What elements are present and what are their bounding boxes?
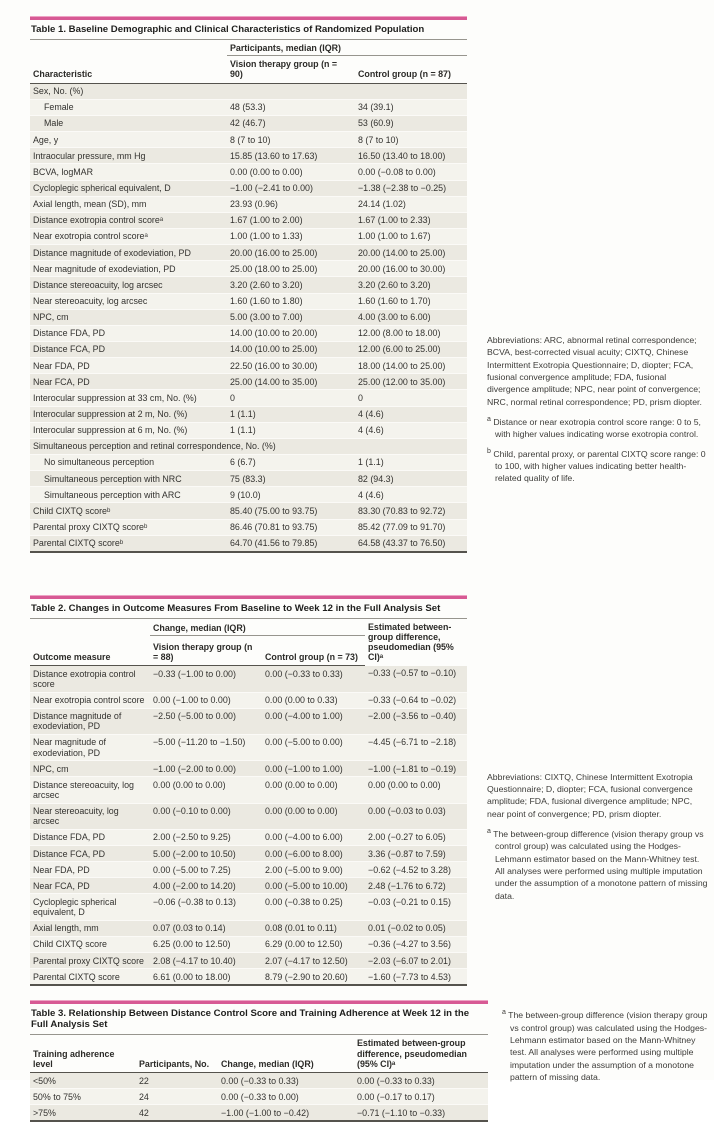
row-label: Near exotropia control score [30,692,150,708]
table1-column [30,16,467,553]
cell-value: 2.08 (−4.17 to 10.40) [150,953,262,969]
row-label: 50% to 75% [30,1089,136,1105]
row-label: Near magnitude of exodeviation, PD [30,261,227,277]
cell-value: 24.14 (1.02) [355,196,467,212]
cell-value: 1.60 (1.60 to 1.70) [355,293,467,309]
table-row [30,277,467,293]
row-label: Near FCA, PD [30,374,227,390]
cell-value: 0.00 (−0.17 to 0.17) [354,1089,488,1105]
table2-notes [487,771,709,908]
cell-value: 14.00 (10.00 to 20.00) [227,325,355,341]
table-row [30,228,467,244]
row-label: NPC, cm [30,309,227,325]
cell-value: 1 (1.1) [355,454,467,470]
row-label: Distance exotropia control scoreᵃ [30,212,227,228]
cell-value: 0.00 (−0.33 to 0.33) [262,666,365,692]
cell-value: 0.00 (−0.03 to 0.03) [365,803,467,829]
col-header-vision-therapy: Vision therapy group (n = 88) [150,636,262,666]
row-label: Near magnitude of exodeviation, PD [30,734,150,760]
cell-value: 20.00 (14.00 to 25.00) [355,245,467,261]
cell-value: −2.50 (−5.00 to 0.00) [150,708,262,734]
footnote-text: Distance or near exotropia control score range: 0 to 5, with higher values indicating worse exotropia control. [493,416,701,440]
cell-value: 0.00 (−1.00 to 0.00) [150,692,262,708]
row-label: Parental proxy CIXTQ score [30,953,150,969]
table3-title: Table 3. Relationship Between Distance Control Score and Training Adherence at Week 12 in the Full Analysis Set [30,1004,488,1035]
table-row [30,180,467,196]
cell-value: 0.08 (0.01 to 0.11) [262,920,365,936]
table-row [30,148,467,164]
cell-value: 6 (6.7) [227,454,355,470]
row-label: No simultaneous perception [30,454,227,470]
footnote-marker: a [487,828,491,836]
table-row [30,309,467,325]
table3 [30,1035,488,1122]
cell-value: 0.00 (0.00 to 0.00) [262,777,365,803]
cell-value: 6.25 (0.00 to 12.50) [150,936,262,952]
table-row [30,936,467,952]
cell-value: 1 (1.1) [227,406,355,422]
row-label: NPC, cm [30,761,150,777]
group-header: Change, median (IQR) [150,619,365,636]
row-label: Simultaneous perception with NRC [30,471,227,487]
col-header-control: Control group (n = 73) [262,636,365,666]
characteristic-header: Characteristic [30,56,227,83]
footnote [487,827,709,902]
table3-block [30,1000,714,1122]
row-label: Age, y [30,132,227,148]
table1-title: Table 1. Baseline Demographic and Clinical Characteristics of Randomized Population [30,20,467,40]
cell-value: 8 (7 to 10) [227,132,355,148]
cell-value: 4.00 (3.00 to 6.00) [355,309,467,325]
table-row [30,666,467,692]
table1-body [30,83,467,552]
table-row [30,341,467,357]
row-label: <50% [30,1073,136,1089]
row-label: Simultaneous perception and retinal correspondence, No. (%) [30,438,467,454]
row-label: Near FCA, PD [30,878,150,894]
cell-value: 1.00 (1.00 to 1.67) [355,228,467,244]
row-label: Distance exotropia control score [30,666,150,692]
cell-value: 0.07 (0.03 to 0.14) [150,920,262,936]
cell-value: 4.00 (−2.00 to 14.20) [150,878,262,894]
table3-column [30,1000,488,1122]
row-label: Intraocular pressure, mm Hg [30,148,227,164]
cell-value: −0.33 (−1.00 to 0.00) [150,666,262,692]
table-row [30,358,467,374]
row-label: Axial length, mm [30,920,150,936]
table2 [30,619,467,987]
table-row [30,164,467,180]
cell-value: 14.00 (10.00 to 25.00) [227,341,355,357]
cell-value: −2.03 (−6.07 to 2.01) [365,953,467,969]
cell-value: −1.38 (−2.38 to −0.25) [355,180,467,196]
footnote [487,447,709,485]
table1-block [30,16,714,553]
cell-value: −5.00 (−11.20 to −1.50) [150,734,262,760]
table-row [30,894,467,920]
cell-value: 24 [136,1089,218,1105]
footnote [502,1008,710,1083]
cell-value: −0.06 (−0.38 to 0.13) [150,894,262,920]
outcome-measure-header: Outcome measure [30,636,150,666]
table-row [30,245,467,261]
cell-value: −0.62 (−4.52 to 3.28) [365,862,467,878]
cell-value: 23.93 (0.96) [227,196,355,212]
table-row [30,846,467,862]
row-label: Cycloplegic spherical equivalent, D [30,894,150,920]
footnote-marker: b [487,447,491,455]
cell-value: 20.00 (16.00 to 30.00) [355,261,467,277]
cell-value: 3.20 (2.60 to 3.20) [227,277,355,293]
table-row [30,212,467,228]
cell-value: 53 (60.9) [355,115,467,131]
cell-value: 5.00 (3.00 to 7.00) [227,309,355,325]
cell-value: 42 (46.7) [227,115,355,131]
cell-value: 0 [227,390,355,406]
cell-value: 20.00 (16.00 to 25.00) [227,245,355,261]
table-row [30,1105,488,1122]
cell-value: 0.00 (−4.00 to 6.00) [262,829,365,845]
row-label: Simultaneous perception with ARC [30,487,227,503]
cell-value: 0.00 (−6.00 to 8.00) [262,846,365,862]
cell-value: 0.00 (−5.00 to 0.00) [262,734,365,760]
row-label: Distance magnitude of exodeviation, PD [30,245,227,261]
cell-value: 18.00 (14.00 to 25.00) [355,358,467,374]
cell-value: 22 [136,1073,218,1089]
footnote-marker: a [502,1009,506,1017]
cell-value: −0.03 (−0.21 to 0.15) [365,894,467,920]
table-row [30,261,467,277]
cell-value: 12.00 (6.00 to 25.00) [355,341,467,357]
table2-column [30,595,467,987]
cell-value: −1.00 (−2.41 to 0.00) [227,180,355,196]
row-label: Near FDA, PD [30,862,150,878]
table-row [30,83,467,99]
cell-value: 4 (4.6) [355,422,467,438]
cell-value: 0.00 (0.00 to 0.33) [262,692,365,708]
cell-value: 25.00 (14.00 to 35.00) [227,374,355,390]
training-adherence-header: Training adherence level [30,1035,136,1072]
cell-value: −1.60 (−7.73 to 4.53) [365,969,467,986]
table-row [30,196,467,212]
cell-value: 83.30 (70.83 to 92.72) [355,503,467,519]
table-row [30,1089,488,1105]
table-row [30,535,467,552]
row-label: Near stereoacuity, log arcsec [30,803,150,829]
cell-value: 0.00 (−0.33 to 0.33) [354,1073,488,1089]
table3-notes [502,1008,710,1089]
header-spacer [30,619,150,636]
table2-block [30,595,714,987]
table-row [30,862,467,878]
participants-header: Participants, No. [136,1035,218,1072]
cell-value: 0.00 (0.00 to 0.00) [365,777,467,803]
row-label: Axial length, mean (SD), mm [30,196,227,212]
row-label: Distance magnitude of exodeviation, PD [30,708,150,734]
footnote-marker: a [487,416,491,424]
table3-body [30,1073,488,1122]
cell-value: 34 (39.1) [355,99,467,115]
cell-value: 0.00 (−0.08 to 0.00) [355,164,467,180]
cell-value: 4 (4.6) [355,406,467,422]
table2-title: Table 2. Changes in Outcome Measures From Baseline to Week 12 in the Full Analysis Set [30,599,467,619]
table-row [30,761,467,777]
row-label: Child CIXTQ score [30,936,150,952]
table-row [30,438,467,454]
table-row [30,422,467,438]
table-row [30,878,467,894]
cell-value: 0.00 (−0.38 to 0.25) [262,894,365,920]
table-row [30,115,467,131]
cell-value: 5.00 (−2.00 to 10.50) [150,846,262,862]
cell-value: 0.00 (−4.00 to 1.00) [262,708,365,734]
row-label: Near exotropia control scoreᵃ [30,228,227,244]
table-row [30,969,467,986]
cell-value: 12.00 (8.00 to 18.00) [355,325,467,341]
table3-header [30,1035,488,1072]
row-label: Child CIXTQ scoreᵇ [30,503,227,519]
cell-value: 1 (1.1) [227,422,355,438]
row-label: Distance FDA, PD [30,829,150,845]
table-row [30,132,467,148]
cell-value: −0.71 (−1.10 to −0.33) [354,1105,488,1122]
cell-value: 2.07 (−4.17 to 12.50) [262,953,365,969]
table-row [30,953,467,969]
row-label: Parental CIXTQ scoreᵇ [30,535,227,552]
col-header-estimated-difference: Estimated between-group difference, pseudomedian (95% CI)ᵃ [368,621,454,663]
cell-value: 4 (4.6) [355,487,467,503]
table-row [30,471,467,487]
table-row [30,390,467,406]
cell-value: 25.00 (18.00 to 25.00) [227,261,355,277]
table-row [30,519,467,535]
table-row [30,99,467,115]
row-label: Female [30,99,227,115]
table-row [30,829,467,845]
cell-value: −0.33 (−0.64 to −0.02) [365,692,467,708]
cell-value: 0 [355,390,467,406]
row-label: Distance FCA, PD [30,846,150,862]
table-row [30,406,467,422]
cell-value: 1.00 (1.00 to 1.33) [227,228,355,244]
row-label: Interocular suppression at 33 cm, No. (%) [30,390,227,406]
cell-value: 0.00 (0.00 to 0.00) [227,164,355,180]
cell-value: 64.58 (43.37 to 76.50) [355,535,467,552]
row-label: Distance stereoacuity, log arcsec [30,277,227,293]
row-label: Sex, No. (%) [30,83,467,99]
cell-value: 2.48 (−1.76 to 6.72) [365,878,467,894]
table-row [30,487,467,503]
cell-value: 0.00 (−5.00 to 7.25) [150,862,262,878]
table-row [30,708,467,734]
row-label: Male [30,115,227,131]
table-row [30,920,467,936]
table-row [30,293,467,309]
cell-value: 85.40 (75.00 to 93.75) [227,503,355,519]
cell-value: 0.00 (0.00 to 0.00) [150,777,262,803]
table-row [30,374,467,390]
cell-value: 75 (83.3) [227,471,355,487]
table-row [30,734,467,760]
row-label: Distance FDA, PD [30,325,227,341]
col-header-control: Control group (n = 87) [355,56,467,83]
row-label: >75% [30,1105,136,1122]
cell-value: 15.85 (13.60 to 17.63) [227,148,355,164]
cell-value: 3.20 (2.60 to 3.20) [355,277,467,293]
table-row [30,803,467,829]
table-row [30,325,467,341]
table1-notes [487,334,709,491]
header-spacer [30,40,227,56]
cell-value: 25.00 (12.00 to 35.00) [355,374,467,390]
cell-value: 2.00 (−2.50 to 9.25) [150,829,262,845]
cell-value: 6.61 (0.00 to 18.00) [150,969,262,986]
footnote [487,415,709,441]
cell-value: −1.00 (−1.81 to −0.19) [365,761,467,777]
abbreviations-note: Abbreviations: ARC, abnormal retinal correspondence; BCVA, best-corrected visual acuity; CIXTQ, Chinese Intermittent Exotropia Questionnaire; D, diopter; FCA, fusional convergence amplitude; FDA, fusional divergence amplitude; NPC, near point of convergence; NRC, normal retinal correspondence; PD, prism diopter. [487,335,702,407]
row-label: Near stereoacuity, log arcsec [30,293,227,309]
cell-value: 82 (94.3) [355,471,467,487]
footnote-text: Child, parental proxy, or parental CIXTQ score range: 0 to 100, with higher values indicating better health-related quality of life. [493,448,706,484]
footnote-text: The between-group difference (vision therapy group vs control group) was calculated using the Hodges-Lehmann estimator based on the Mann-Whitney test. All analyses were performed using multiple imputation under the assumption of a monotone pattern of missing data. [493,829,708,901]
cell-value: 1.67 (1.00 to 2.33) [355,212,467,228]
row-label: Parental CIXTQ score [30,969,150,986]
table-row [30,777,467,803]
cell-value: 0.00 (−0.10 to 0.00) [150,803,262,829]
cell-value: 0.01 (−0.02 to 0.05) [365,920,467,936]
row-label: Near FDA, PD [30,358,227,374]
cell-value: 2.00 (−5.00 to 9.00) [262,862,365,878]
cell-value: 86.46 (70.81 to 93.75) [227,519,355,535]
change-header: Change, median (IQR) [218,1035,354,1072]
cell-value: 85.42 (77.09 to 91.70) [355,519,467,535]
cell-value: 22.50 (16.00 to 30.00) [227,358,355,374]
cell-value: −0.33 (−0.57 to −0.10) [365,666,467,692]
cell-value: 64.70 (41.56 to 79.85) [227,535,355,552]
row-label: Interocular suppression at 2 m, No. (%) [30,406,227,422]
cell-value: −2.00 (−3.56 to −0.40) [365,708,467,734]
row-label: Interocular suppression at 6 m, No. (%) [30,422,227,438]
cell-value: 0.00 (−5.00 to 10.00) [262,878,365,894]
table-row [30,692,467,708]
col-header-vision-therapy: Vision therapy group (n = 90) [227,56,355,83]
table1-header [30,40,467,83]
row-label: Distance FCA, PD [30,341,227,357]
table-row [30,454,467,470]
table-row [30,1073,488,1089]
cell-value: −4.45 (−6.71 to −2.18) [365,734,467,760]
cell-value: 0.00 (−0.33 to 0.33) [218,1073,354,1089]
cell-value: 8 (7 to 10) [355,132,467,148]
cell-value: 9 (10.0) [227,487,355,503]
cell-value: 1.60 (1.60 to 1.80) [227,293,355,309]
table-row [30,503,467,519]
row-label: BCVA, logMAR [30,164,227,180]
cell-value: 42 [136,1105,218,1122]
row-label: Cycloplegic spherical equivalent, D [30,180,227,196]
cell-value: −1.00 (−1.00 to −0.42) [218,1105,354,1122]
cell-value: 8.79 (−2.90 to 20.60) [262,969,365,986]
cell-value: 3.36 (−0.87 to 7.59) [365,846,467,862]
cell-value: 48 (53.3) [227,99,355,115]
table1 [30,40,467,553]
cell-value: 6.29 (0.00 to 12.50) [262,936,365,952]
footnote-text: The between-group difference (vision therapy group vs control group) was calculated using the Hodges-Lehmann estimator based on the Mann-Whitney test. All analyses were performed using multiple imputation under the assumption of a monotone pattern of missing data. [508,1010,708,1082]
cell-value: −1.00 (−2.00 to 0.00) [150,761,262,777]
cell-value: 0.00 (−1.00 to 1.00) [262,761,365,777]
cell-value: 0.00 (−0.33 to 0.00) [218,1089,354,1105]
group-header: Participants, median (IQR) [227,40,467,56]
cell-value: 2.00 (−0.27 to 6.05) [365,829,467,845]
table2-header [30,619,467,666]
cell-value: 1.67 (1.00 to 2.00) [227,212,355,228]
col-header-estimated-difference: Estimated between-group difference, pseudomedian (95% CI)ᵃ [354,1035,488,1072]
cell-value: 16.50 (13.40 to 18.00) [355,148,467,164]
table2-body [30,666,467,986]
cell-value: −0.36 (−4.27 to 3.56) [365,936,467,952]
row-label: Distance stereoacuity, log arcsec [30,777,150,803]
cell-value: 0.00 (0.00 to 0.00) [262,803,365,829]
abbreviations-note: Abbreviations: CIXTQ, Chinese Intermittent Exotropia Questionnaire; D, diopter; FCA, fusional convergence amplitude; FDA, fusional divergence amplitude; NPC, near point of convergence; PD, prism diopter. [487,771,693,819]
row-label: Parental proxy CIXTQ scoreᵇ [30,519,227,535]
